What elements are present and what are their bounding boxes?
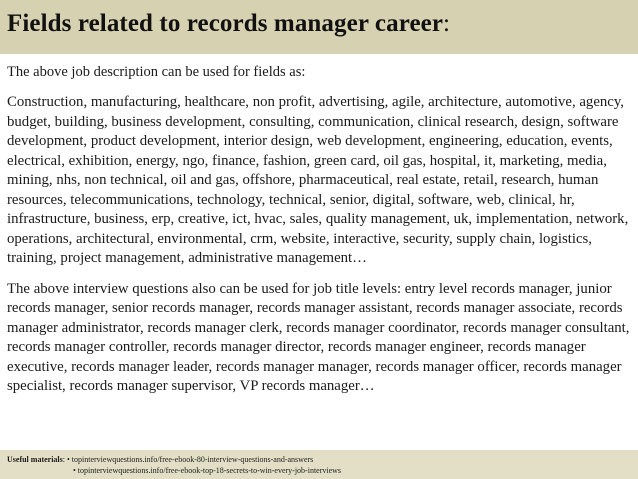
footer-row-1 [7,454,313,465]
title-bar [0,0,638,54]
page-title [7,10,450,38]
title-text: Fields related to records manager career [7,10,444,37]
fields-paragraph: Construction, manufacturing, healthcare, non profit, advertising, agile, architecture, automotive, agency, budget, building, business development, consulting, communication, clinical research, design, software development, product development, interior design, web development, engineering, education, events, electrical, exhibition, energy, ngo, finance, fashion, green card, oil gas, hospital, it, marketing, media, mining, nhs, non technical, oil and gas, offshore, pharmaceutical, real estate, retail, research, human resources, telecommunications, technology, technical, senior, digital, software, web, clinical, hr, infrastructure, business, erp, creative, ict, hvac, sales, quality management, uk, implementation, network, operations, architectural, environmental, crm, website, interactive, security, supply chain, logistics, training, project management, administrative management… [7,94,629,266]
job-titles-paragraph: The above interview questions also can be used for job title levels: entry level records manager, junior records manager, senior records manager, records manager assistant, records manager associate, records manager administrator, records manager clerk, records manager coordinator, records manager consultant, records manager controller, records manager director, records manager engineer, records manager executive, records manager leader, records manager manager, records manager officer, records manager specialist, records manager supervisor, VP records manager… [7,280,630,394]
title-colon: : [443,10,451,37]
intro-text: The above job description can be used for fields as: [7,64,306,80]
footer-row-2 [7,465,341,476]
main-content [7,63,633,408]
footer-link-2[interactable]: • topinterviewquestions.info/free-ebook-top-18-secrets-to-win-every-job-interviews [73,466,342,475]
footer-link-1[interactable]: : • topinterviewquestions.info/free-ebook-80-interview-questions-and-answers [62,455,314,464]
useful-materials-label: Useful materials [7,455,63,464]
footer [0,450,638,479]
